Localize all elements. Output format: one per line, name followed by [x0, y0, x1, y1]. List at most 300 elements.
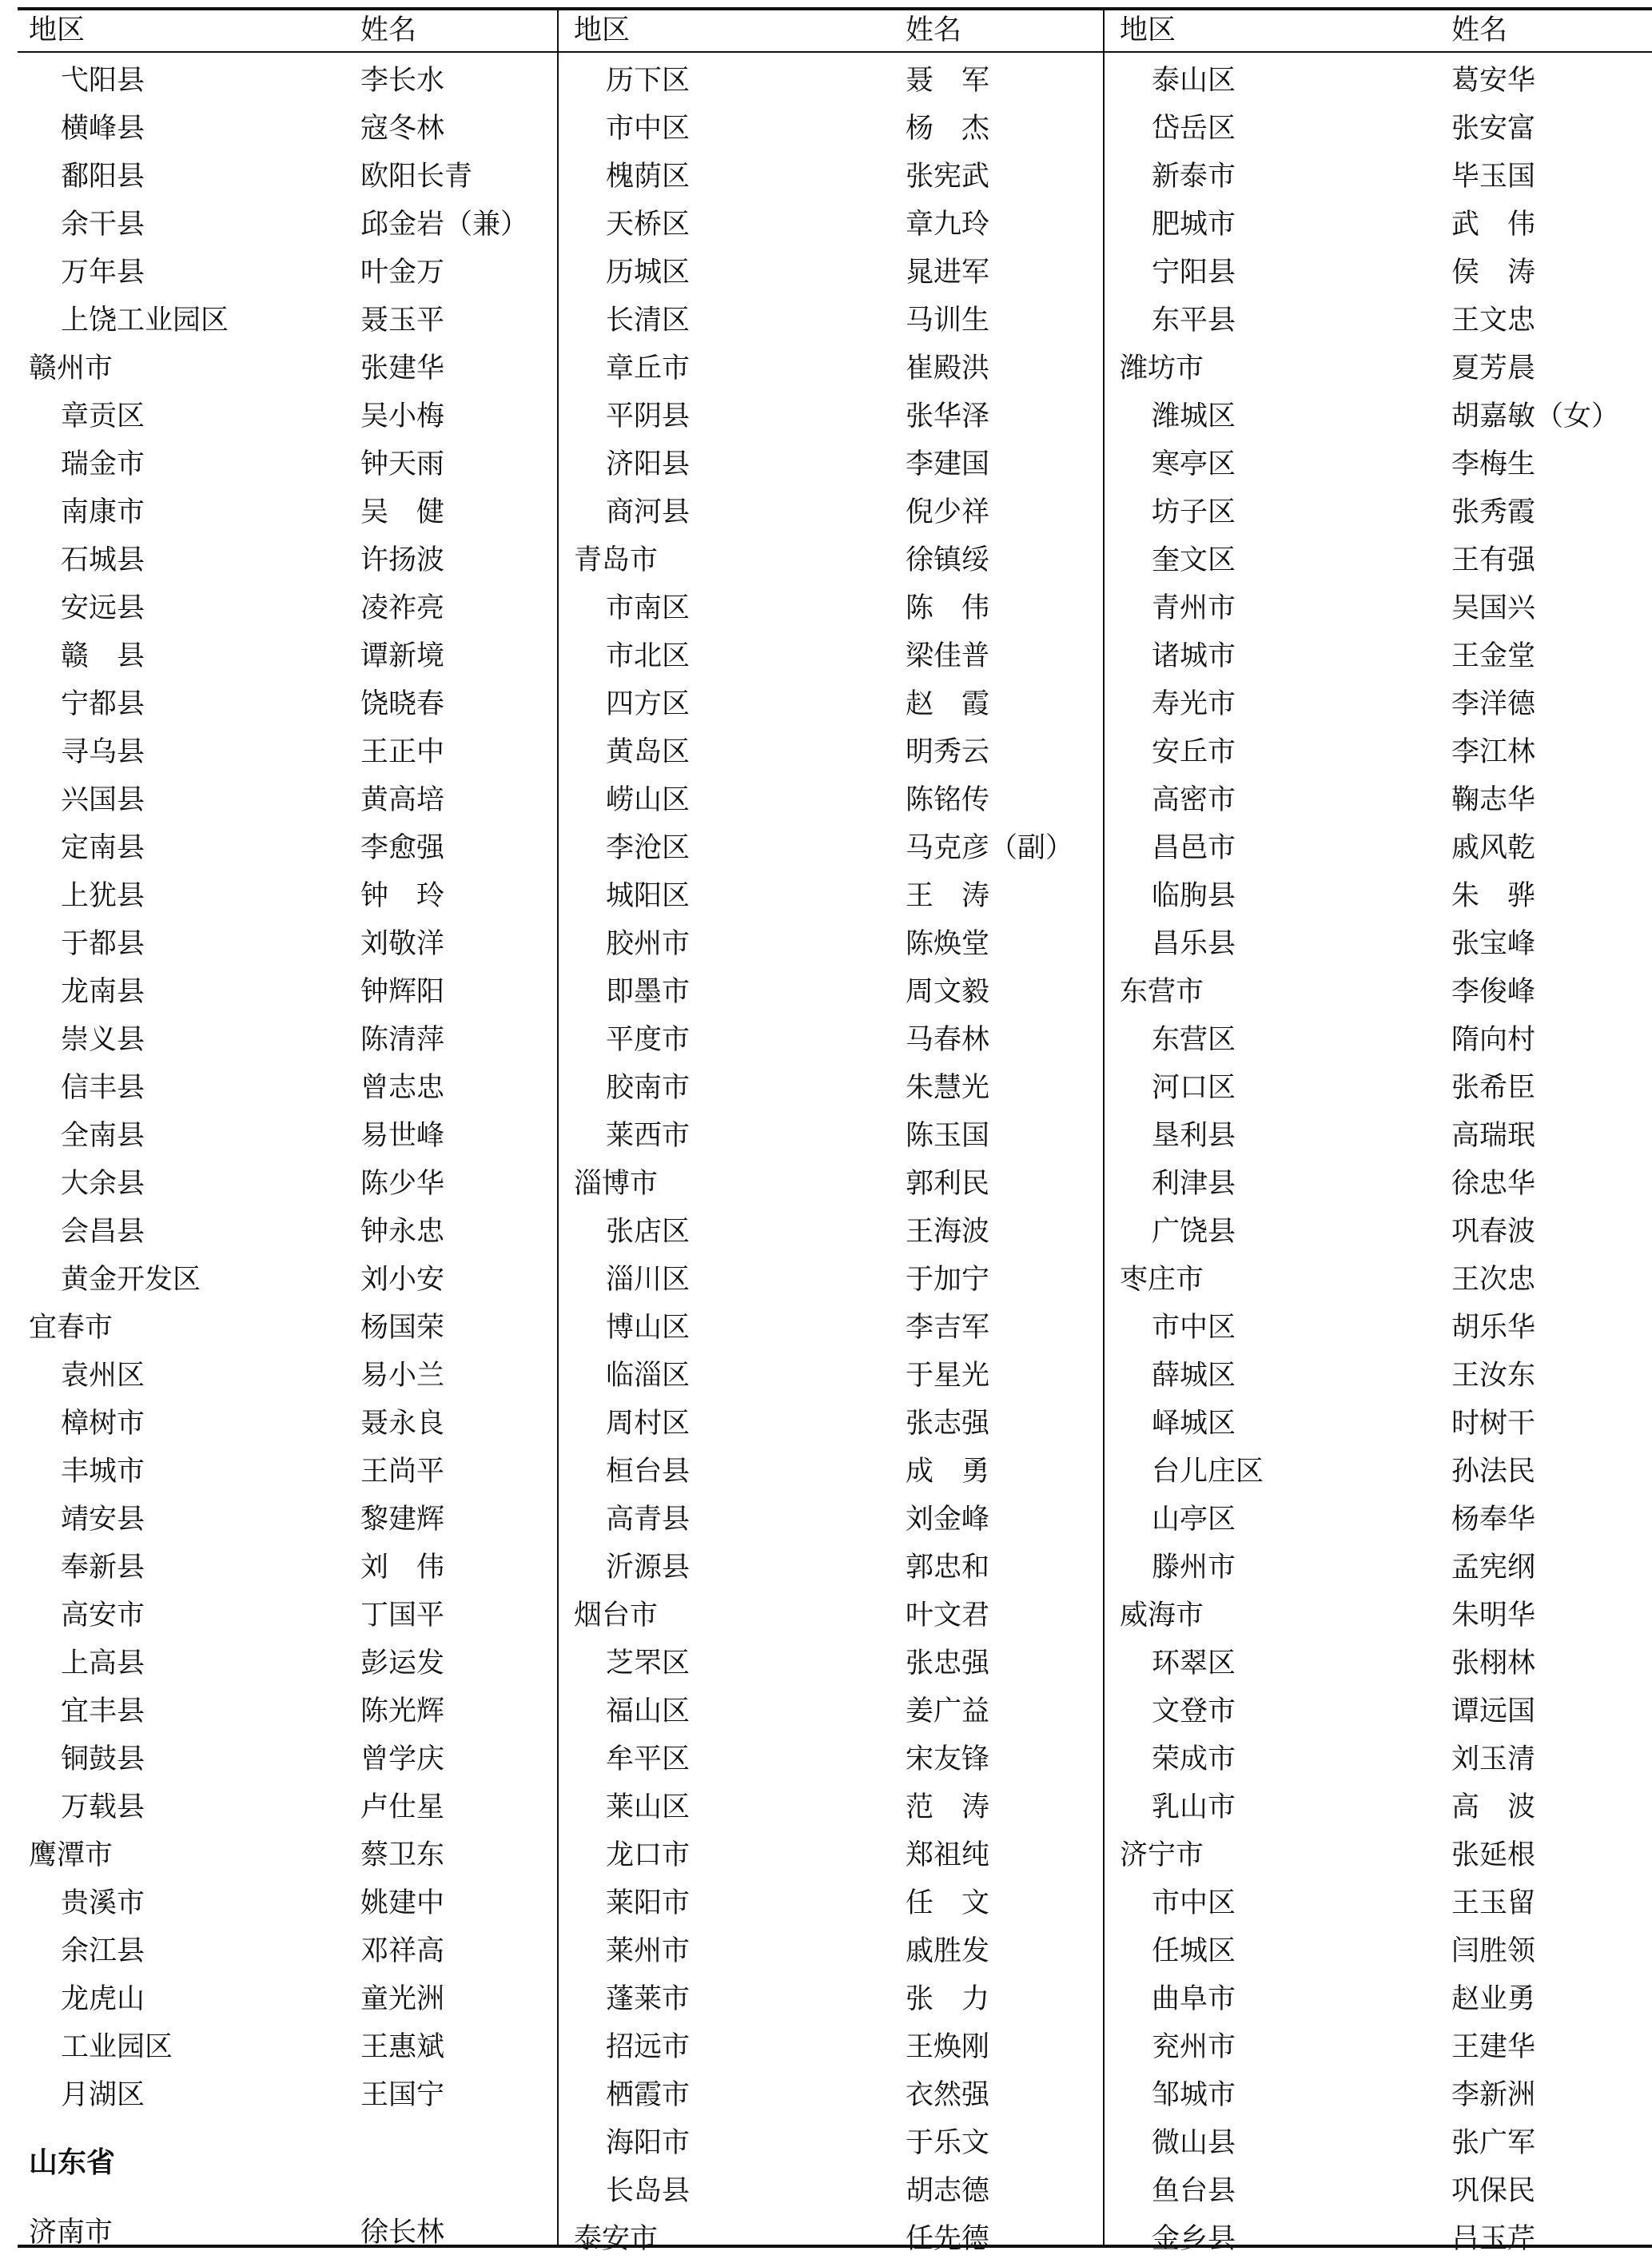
table-row: [29, 249, 556, 297]
name-cell: 张安富: [1451, 113, 1536, 145]
name-cell: 胡嘉敏（女）: [1451, 400, 1620, 432]
table-row: [574, 1639, 1101, 1687]
region-cell: 招远市: [606, 2031, 691, 2063]
table-row: [1120, 2167, 1647, 2215]
name-cell: 陈玉国: [906, 1120, 990, 1152]
table-row: [29, 1304, 556, 1352]
name-header: 姓名: [360, 14, 417, 46]
name-cell: 李长水: [360, 65, 445, 97]
region-cell: 诸城市: [1152, 640, 1236, 672]
table-row: [574, 1448, 1101, 1496]
table-row: [574, 153, 1101, 201]
name-cell: 朱明华: [1451, 1600, 1536, 1632]
region-cell: 寻乌县: [61, 736, 145, 768]
name-cell: 蔡卫东: [360, 1839, 445, 1871]
region-cell: 崂山区: [606, 784, 691, 816]
table-row: [574, 1592, 1101, 1639]
name-cell: 赵业勇: [1451, 1983, 1536, 2015]
table-row: [29, 1448, 556, 1496]
name-cell: 凌祚亮: [360, 592, 445, 624]
table-row: [1120, 2119, 1647, 2167]
region-cell: 万年县: [61, 257, 145, 289]
region-cell: 贵溪市: [61, 1887, 145, 1919]
table-row: [574, 1783, 1101, 1831]
column-1-header: [29, 10, 556, 51]
name-cell: 黄高培: [360, 784, 445, 816]
name-cell: 姜广益: [906, 1695, 990, 1727]
region-cell: 长岛县: [606, 2175, 691, 2207]
region-cell: 台儿庄区: [1152, 1456, 1264, 1488]
region-header: 地区: [1120, 14, 1176, 46]
table-row: [29, 1400, 556, 1448]
table-row: [29, 1879, 556, 1927]
name-cell: 明秀云: [906, 736, 990, 768]
table-row: [1120, 440, 1647, 488]
region-cell: 宁阳县: [1152, 257, 1236, 289]
region-cell: 鹰潭市: [29, 1839, 113, 1871]
region-cell: 李沧区: [606, 832, 691, 864]
table-row: [1120, 153, 1647, 201]
region-cell: 邹城市: [1152, 2079, 1236, 2111]
name-cell: 任 文: [906, 1887, 990, 1919]
region-cell: 南康市: [61, 496, 145, 528]
region-cell: 安远县: [61, 592, 145, 624]
table-row: [574, 1496, 1101, 1544]
region-cell: 商河县: [606, 496, 691, 528]
column-divider-1: [557, 7, 559, 2248]
table-row: [1120, 57, 1647, 105]
table-row: [1120, 920, 1647, 968]
table-row: [29, 1975, 556, 2023]
table-row: [1120, 1975, 1647, 2023]
table-row: [574, 1064, 1101, 1112]
table-row: [1120, 1783, 1647, 1831]
table-row: [574, 1831, 1101, 1879]
table-row: [574, 968, 1101, 1016]
region-cell: 上饶工业园区: [61, 305, 229, 337]
column-2-rows: [574, 57, 1101, 2263]
table-row: [1120, 1448, 1647, 1496]
region-cell: 万载县: [61, 1791, 145, 1823]
name-cell: 聂永良: [360, 1408, 445, 1440]
region-cell: 肥城市: [1152, 209, 1236, 241]
name-cell: 胡志德: [906, 2175, 990, 2207]
name-cell: 寇冬林: [360, 113, 445, 145]
name-cell: 赵 霞: [906, 688, 990, 720]
column-2-header: [574, 10, 1101, 51]
name-cell: 王次忠: [1451, 1264, 1536, 1296]
name-cell: 吕玉芹: [1451, 2223, 1536, 2255]
name-cell: 黎建辉: [360, 1504, 445, 1536]
name-cell: 聂玉平: [360, 305, 445, 337]
name-cell: 夏芳晨: [1451, 353, 1536, 384]
table-row: [574, 584, 1101, 632]
table-row: [574, 1352, 1101, 1400]
region-cell: 乳山市: [1152, 1791, 1236, 1823]
table-row: [1120, 1160, 1647, 1208]
table-row: [1120, 1112, 1647, 1160]
table-row: [1120, 1256, 1647, 1304]
name-cell: 钟天雨: [360, 448, 445, 480]
table-row: [29, 968, 556, 1016]
region-cell: 上犹县: [61, 880, 145, 912]
table-row: [1120, 1064, 1647, 1112]
name-header: 姓名: [906, 14, 962, 46]
name-cell: 孙法民: [1451, 1456, 1536, 1488]
name-cell: 戚风乾: [1451, 832, 1536, 864]
region-cell: 胶州市: [606, 928, 691, 960]
name-cell: 王正中: [360, 736, 445, 768]
name-cell: 郭忠和: [906, 1552, 990, 1584]
table-row: [1120, 1639, 1647, 1687]
table-row: [574, 201, 1101, 249]
table-row: [574, 536, 1101, 584]
table-row: [574, 824, 1101, 872]
table-row: [1120, 1879, 1647, 1927]
name-cell: 陈光辉: [360, 1695, 445, 1727]
column-3-rows: [1120, 57, 1647, 2263]
region-cell: 赣 县: [61, 640, 145, 672]
table-row: [574, 1016, 1101, 1064]
region-cell: 峄城区: [1152, 1408, 1236, 1440]
region-cell: 余江县: [61, 1935, 145, 1967]
name-cell: 马克彦（副）: [906, 832, 1074, 864]
region-cell: 市南区: [606, 592, 691, 624]
region-cell: 天桥区: [606, 209, 691, 241]
region-cell: 章丘市: [606, 353, 691, 384]
table-row: [29, 1016, 556, 1064]
region-cell: 高青县: [606, 1504, 691, 1536]
region-cell: 寿光市: [1152, 688, 1236, 720]
region-cell: 安丘市: [1152, 736, 1236, 768]
region-cell: 垦利县: [1152, 1120, 1236, 1152]
table-row: [1120, 2071, 1647, 2119]
name-cell: 吴 健: [360, 496, 445, 528]
region-cell: 市北区: [606, 640, 691, 672]
name-cell: 王建华: [1451, 2031, 1536, 2063]
name-cell: 许扬波: [360, 544, 445, 576]
region-cell: 东平县: [1152, 305, 1236, 337]
name-cell: 巩保民: [1451, 2175, 1536, 2207]
table-row: [574, 1400, 1101, 1448]
table-row: [574, 2023, 1101, 2071]
table-row: [1120, 1735, 1647, 1783]
region-cell: 潍城区: [1152, 400, 1236, 432]
region-cell: 任城区: [1152, 1935, 1236, 1967]
region-cell: 龙虎山: [61, 1983, 145, 2015]
name-cell: 时树干: [1451, 1408, 1536, 1440]
region-cell: 桓台县: [606, 1456, 691, 1488]
table-row: [574, 2071, 1101, 2119]
table-row: [1120, 1544, 1647, 1592]
name-cell: 钟 玲: [360, 880, 445, 912]
name-cell: 李建国: [906, 448, 990, 480]
name-cell: 李洋德: [1451, 688, 1536, 720]
region-cell: 赣州市: [29, 353, 113, 384]
region-cell: 滕州市: [1152, 1552, 1236, 1584]
name-cell: 饶晓春: [360, 688, 445, 720]
table-column-3: [1120, 0, 1647, 2257]
table-row: [29, 1927, 556, 1975]
region-cell: 鄱阳县: [61, 161, 145, 193]
name-cell: 张栩林: [1451, 1647, 1536, 1679]
region-cell: 历城区: [606, 257, 691, 289]
region-cell: 海阳市: [606, 2127, 691, 2159]
name-header: 姓名: [1451, 14, 1508, 46]
region-cell: 福山区: [606, 1695, 691, 1727]
table-row: [29, 57, 556, 105]
name-cell: 张宝峰: [1451, 928, 1536, 960]
name-cell: 刘金峰: [906, 1504, 990, 1536]
name-cell: 张希臣: [1451, 1072, 1536, 1104]
region-cell: 博山区: [606, 1312, 691, 1344]
region-cell: 章贡区: [61, 400, 145, 432]
region-cell: 铜鼓县: [61, 1743, 145, 1775]
name-cell: 李新洲: [1451, 2079, 1536, 2111]
table-row: [1120, 2023, 1647, 2071]
region-cell: 樟树市: [61, 1408, 145, 1440]
name-cell: 李江林: [1451, 736, 1536, 768]
name-cell: 朱 骅: [1451, 880, 1536, 912]
region-cell: 青岛市: [574, 544, 659, 576]
name-cell: 成 勇: [906, 1456, 990, 1488]
region-cell: 济宁市: [1120, 1839, 1204, 1871]
region-cell: 山亭区: [1152, 1504, 1236, 1536]
name-cell: 刘 伟: [360, 1552, 445, 1584]
region-cell: 莱阳市: [606, 1887, 691, 1919]
name-cell: 曾志忠: [360, 1072, 445, 1104]
table-column-1: [29, 0, 556, 2257]
table-row: [29, 1783, 556, 1831]
region-cell: 金乡县: [1152, 2223, 1236, 2255]
region-cell: 崇义县: [61, 1024, 145, 1056]
name-cell: 叶金万: [360, 257, 445, 289]
name-cell: 张志强: [906, 1408, 990, 1440]
table-row: [29, 536, 556, 584]
table-row: [1120, 728, 1647, 776]
name-cell: 彭运发: [360, 1647, 445, 1679]
name-cell: 王海波: [906, 1216, 990, 1248]
table-row: [29, 105, 556, 153]
table-row: [1120, 345, 1647, 392]
name-cell: 胡乐华: [1451, 1312, 1536, 1344]
name-cell: 陈少华: [360, 1168, 445, 1200]
region-cell: 青州市: [1152, 592, 1236, 624]
table-row: [574, 488, 1101, 536]
region-cell: 兖州市: [1152, 2031, 1236, 2063]
name-cell: 钟永忠: [360, 1216, 445, 1248]
table-row: [1120, 1496, 1647, 1544]
region-cell: 牟平区: [606, 1743, 691, 1775]
region-cell: 利津县: [1152, 1168, 1236, 1200]
name-cell: 徐长林: [360, 2217, 445, 2249]
table-row: [29, 920, 556, 968]
name-cell: 朱慧光: [906, 1072, 990, 1104]
table-row: [574, 105, 1101, 153]
name-cell: 张广军: [1451, 2127, 1536, 2159]
name-cell: 易世峰: [360, 1120, 445, 1152]
region-cell: 靖安县: [61, 1504, 145, 1536]
region-cell: 昌邑市: [1152, 832, 1236, 864]
table-row: [29, 728, 556, 776]
region-cell: 周村区: [606, 1408, 691, 1440]
region-cell: 莱山区: [606, 1791, 691, 1823]
table-row: [1120, 2215, 1647, 2263]
table-row: [29, 1496, 556, 1544]
name-cell: 王惠斌: [360, 2031, 445, 2063]
region-cell: 兴国县: [61, 784, 145, 816]
region-cell: 威海市: [1120, 1600, 1204, 1632]
name-cell: 武 伟: [1451, 209, 1536, 241]
table-row: [1120, 1400, 1647, 1448]
name-cell: 刘玉清: [1451, 1743, 1536, 1775]
table-row: [29, 872, 556, 920]
region-cell: 信丰县: [61, 1072, 145, 1104]
region-cell: 黄金开发区: [61, 1264, 201, 1296]
region-cell: 长清区: [606, 305, 691, 337]
region-cell: 河口区: [1152, 1072, 1236, 1104]
table-row: [29, 584, 556, 632]
region-cell: 曲阜市: [1152, 1983, 1236, 2015]
table-row: [29, 1064, 556, 1112]
region-cell: 沂源县: [606, 1552, 691, 1584]
region-cell: 栖霞市: [606, 2079, 691, 2111]
name-cell: 李俊峰: [1451, 976, 1536, 1008]
region-header: 地区: [29, 14, 86, 46]
table-row: [29, 392, 556, 440]
name-cell: 杨国荣: [360, 1312, 445, 1344]
region-cell: 济阳县: [606, 448, 691, 480]
table-row: [574, 872, 1101, 920]
name-cell: 高 波: [1451, 1791, 1536, 1823]
table-row: [29, 2209, 556, 2257]
region-cell: 黄岛区: [606, 736, 691, 768]
table-row: [574, 1208, 1101, 1256]
table-row: [574, 632, 1101, 680]
table-row: [1120, 249, 1647, 297]
name-cell: 李梅生: [1451, 448, 1536, 480]
table-row: [29, 1592, 556, 1639]
region-header: 地区: [574, 14, 631, 46]
name-cell: 郑祖纯: [906, 1839, 990, 1871]
table-row: [574, 392, 1101, 440]
name-cell: 王汝东: [1451, 1360, 1536, 1392]
table-row: [29, 488, 556, 536]
table-row: [1120, 1687, 1647, 1735]
name-cell: 李愈强: [360, 832, 445, 864]
region-cell: 四方区: [606, 688, 691, 720]
table-row: [29, 1112, 556, 1160]
region-cell: 定南县: [61, 832, 145, 864]
region-cell: 新泰市: [1152, 161, 1236, 193]
region-cell: 昌乐县: [1152, 928, 1236, 960]
table-row: [1120, 1016, 1647, 1064]
region-cell: 平度市: [606, 1024, 691, 1056]
name-cell: 钟辉阳: [360, 976, 445, 1008]
region-cell: 横峰县: [61, 113, 145, 145]
name-cell: 鞠志华: [1451, 784, 1536, 816]
region-cell: 宜丰县: [61, 1695, 145, 1727]
table-row: [29, 1544, 556, 1592]
name-cell: 张华泽: [906, 400, 990, 432]
name-cell: 王文忠: [1451, 305, 1536, 337]
table-row: [574, 345, 1101, 392]
region-cell: 市中区: [1152, 1312, 1236, 1344]
table-row: [1120, 105, 1647, 153]
region-cell: 月湖区: [61, 2079, 145, 2111]
table-row: [574, 2215, 1101, 2263]
name-cell: 丁国平: [360, 1600, 445, 1632]
column-1-rows: [29, 57, 556, 2119]
name-cell: 隋向村: [1451, 1024, 1536, 1056]
region-cell: 宁都县: [61, 688, 145, 720]
table-row: [574, 57, 1101, 105]
region-cell: 东营市: [1120, 976, 1204, 1008]
name-cell: 周文毅: [906, 976, 990, 1008]
region-cell: 荣成市: [1152, 1743, 1236, 1775]
name-cell: 张忠强: [906, 1647, 990, 1679]
region-cell: 临朐县: [1152, 880, 1236, 912]
table-row: [1120, 1208, 1647, 1256]
table-row: [574, 776, 1101, 824]
region-cell: 烟台市: [574, 1600, 659, 1632]
region-cell: 大余县: [61, 1168, 145, 1200]
region-cell: 奎文区: [1152, 544, 1236, 576]
name-cell: 衣然强: [906, 2079, 990, 2111]
table-column-2: [574, 0, 1101, 2257]
region-cell: 高密市: [1152, 784, 1236, 816]
region-cell: 淄博市: [574, 1168, 659, 1200]
table-row: [1120, 201, 1647, 249]
region-cell: 袁州区: [61, 1360, 145, 1392]
province-heading: 山东省: [29, 2145, 116, 2179]
name-cell: 陈 伟: [906, 592, 990, 624]
table-row: [574, 1160, 1101, 1208]
region-cell: 石城县: [61, 544, 145, 576]
region-cell: 槐荫区: [606, 161, 691, 193]
table-row: [1120, 872, 1647, 920]
name-cell: 刘敬洋: [360, 928, 445, 960]
name-cell: 于乐文: [906, 2127, 990, 2159]
name-cell: 于加宁: [906, 1264, 990, 1296]
table-row: [29, 2023, 556, 2071]
table-row: [1120, 392, 1647, 440]
table-row: [574, 2167, 1101, 2215]
region-cell: 潍坊市: [1120, 353, 1204, 384]
table-row: [574, 920, 1101, 968]
region-cell: 会昌县: [61, 1216, 145, 1248]
table-row: [29, 2071, 556, 2119]
table-row: [574, 249, 1101, 297]
name-cell: 徐忠华: [1451, 1168, 1536, 1200]
region-cell: 市中区: [1152, 1887, 1236, 1919]
name-cell: 郭利民: [906, 1168, 990, 1200]
name-cell: 毕玉国: [1451, 161, 1536, 193]
region-cell: 于都县: [61, 928, 145, 960]
name-cell: 马训生: [906, 305, 990, 337]
table-row: [1120, 1352, 1647, 1400]
table-row: [1120, 1831, 1647, 1879]
region-cell: 上高县: [61, 1647, 145, 1679]
region-cell: 泰安市: [574, 2223, 659, 2255]
table-row: [574, 2119, 1101, 2167]
table-row: [1120, 824, 1647, 872]
region-cell: 即墨市: [606, 976, 691, 1008]
table-row: [29, 1256, 556, 1304]
table-row: [1120, 1927, 1647, 1975]
table-row: [1120, 297, 1647, 345]
table-row: [574, 1735, 1101, 1783]
